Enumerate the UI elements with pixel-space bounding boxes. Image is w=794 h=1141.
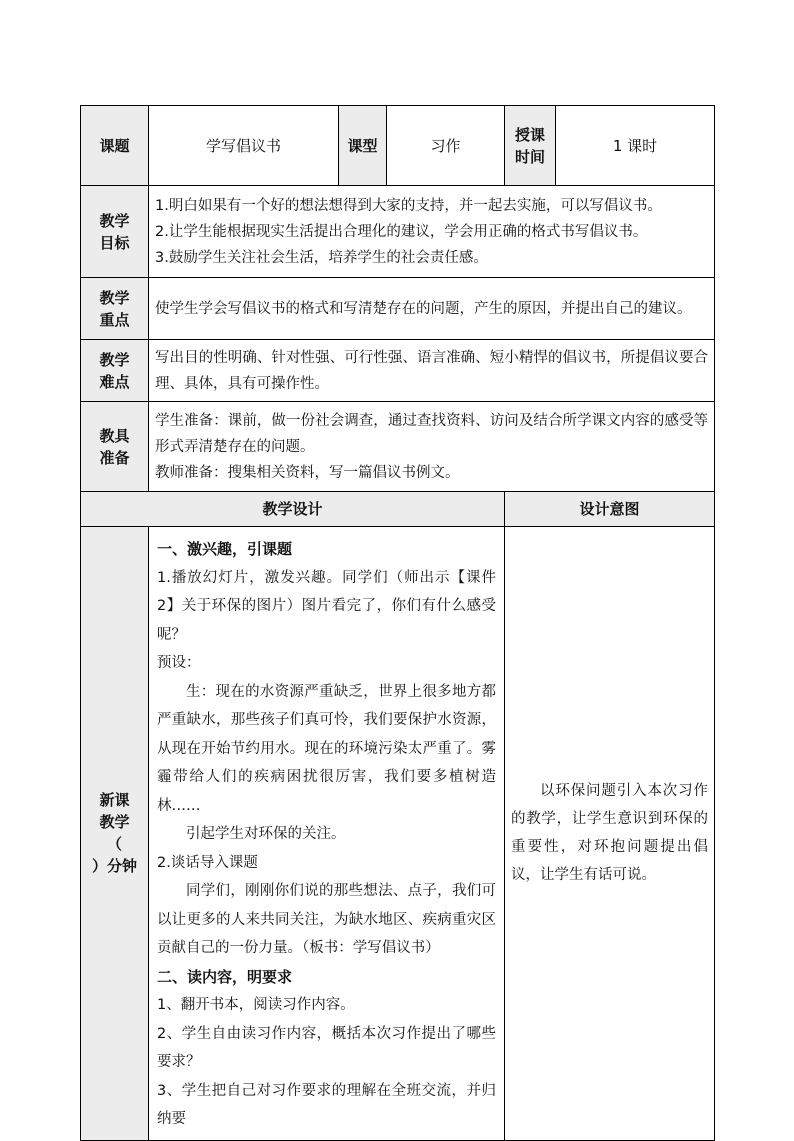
new-lesson-label-line4: ）分钟 [91, 857, 137, 876]
design-header-row [81, 492, 715, 527]
class-time-label [505, 106, 556, 186]
key-points-label-line2: 重点 [99, 310, 130, 329]
materials-row [81, 402, 715, 492]
step-item: 1.播放幻灯片，激发兴趣。同学们（师出示【课件 2】关于环保的图片）图片看完了，你们有什么感受呢？ [157, 569, 496, 643]
objective-item: 3.鼓励学生关注社会生活，培养学生的社会责任感。 [155, 249, 488, 266]
difficulties-label-line1: 教学 [99, 350, 130, 369]
step-item: 3、学生把自己对习作要求的理解在全班交流，并归纳要 [157, 1082, 496, 1127]
class-time-label-line2: 时间 [514, 147, 545, 166]
objective-item: 2.让学生能根据现实生活提出合理化的建议，学会用正确的格式书写倡议书。 [155, 223, 648, 240]
objectives-content [149, 186, 715, 278]
difficulties-label [81, 340, 149, 402]
intent-header: 设计意图 [505, 492, 715, 527]
new-lesson-intent [505, 527, 715, 1141]
materials-label [81, 402, 149, 492]
materials-content [149, 402, 715, 492]
step-item: 2.谈话导入课题 [157, 854, 258, 871]
difficulties-label-line2: 难点 [99, 372, 130, 391]
lesson-plan-table [80, 105, 715, 1141]
lesson-title-label: 课题 [81, 106, 149, 186]
lesson-type: 习作 [387, 106, 505, 186]
step-item: 1、翻开书本，阅读习作内容。 [157, 997, 355, 1013]
difficulties-row [81, 340, 715, 402]
class-time: 1 课时 [556, 106, 715, 186]
materials-label-line2: 准备 [99, 448, 130, 467]
new-lesson-label-line1: 新课 [99, 791, 130, 810]
materials-label-line1: 教具 [99, 426, 130, 445]
objectives-label-line1: 教学 [99, 211, 130, 230]
key-points-text: 使学生学会写倡议书的格式和写清楚存在的问题，产生的原因，并提出自己的建议。 [155, 300, 692, 317]
difficulties-text: 写出目的性明确、针对性强、可行性强、语言准确、短小精悍的倡议书，所提倡议要合理、具体，具有可操作性。 [155, 349, 708, 392]
step-item: 2、学生自由读习作内容，概括本次习作提出了哪些要求？ [157, 1025, 496, 1070]
header-row [81, 106, 715, 186]
student-answer: 生：现在的水资源严重缺乏，世界上很多地方都严重缺水，那些孩子们真可怜，我们要保护水资源，从现在开始节约用水。现在的环境污染太严重了。雾霾带给人们的疾病困扰很厉害，我们要多植树造林…… [157, 683, 496, 814]
section-title: 二、读内容，明要求 [157, 967, 293, 986]
objectives-row [81, 186, 715, 278]
intent-text: 以环保问题引入本次习作的教学，让学生意识到环保的重要性，对环抱问题提出倡议，让学生有话可说。 [511, 783, 708, 884]
objective-item: 1.明白如果有一个好的想法想得到大家的支持，并一起去实施，可以写倡议书。 [155, 197, 662, 214]
section-title: 一、激兴趣，引课题 [157, 540, 293, 558]
new-lesson-label [81, 527, 149, 1141]
preset-label: 预设： [157, 655, 201, 671]
key-points-row [81, 278, 715, 340]
lesson-title: 学写倡议书 [149, 106, 339, 186]
new-lesson-row [81, 527, 715, 1141]
materials-teacher: 教师准备：搜集相关资料，写一篇倡议书例文。 [155, 464, 460, 481]
key-points-label-line1: 教学 [99, 288, 130, 307]
design-header: 教学设计 [81, 492, 505, 527]
objectives-label-line2: 目标 [99, 233, 130, 252]
class-time-label-line1: 授课 [514, 125, 545, 144]
new-lesson-label-line2: 教学 [99, 813, 130, 832]
key-points-label [81, 278, 149, 340]
attention-note: 引起学生对环保的关注。 [186, 826, 346, 842]
new-lesson-label-line3: （ [106, 835, 122, 854]
materials-student: 学生准备：课前，做一份社会调查，通过查找资料、访问及结合所学课文内容的感受等形式弄清楚存在的问题。 [155, 412, 708, 455]
objectives-label [81, 186, 149, 278]
key-points-content [149, 278, 715, 340]
difficulties-content [149, 340, 715, 402]
talk-text: 同学们，刚刚你们说的那些想法、点子，我们可以让更多的人来共同关注，为缺水地区、疾病重灾区贡献自己的一份力量。（板书：学写倡议书） [157, 883, 496, 956]
lesson-type-label: 课型 [339, 106, 387, 186]
new-lesson-design [149, 527, 505, 1141]
